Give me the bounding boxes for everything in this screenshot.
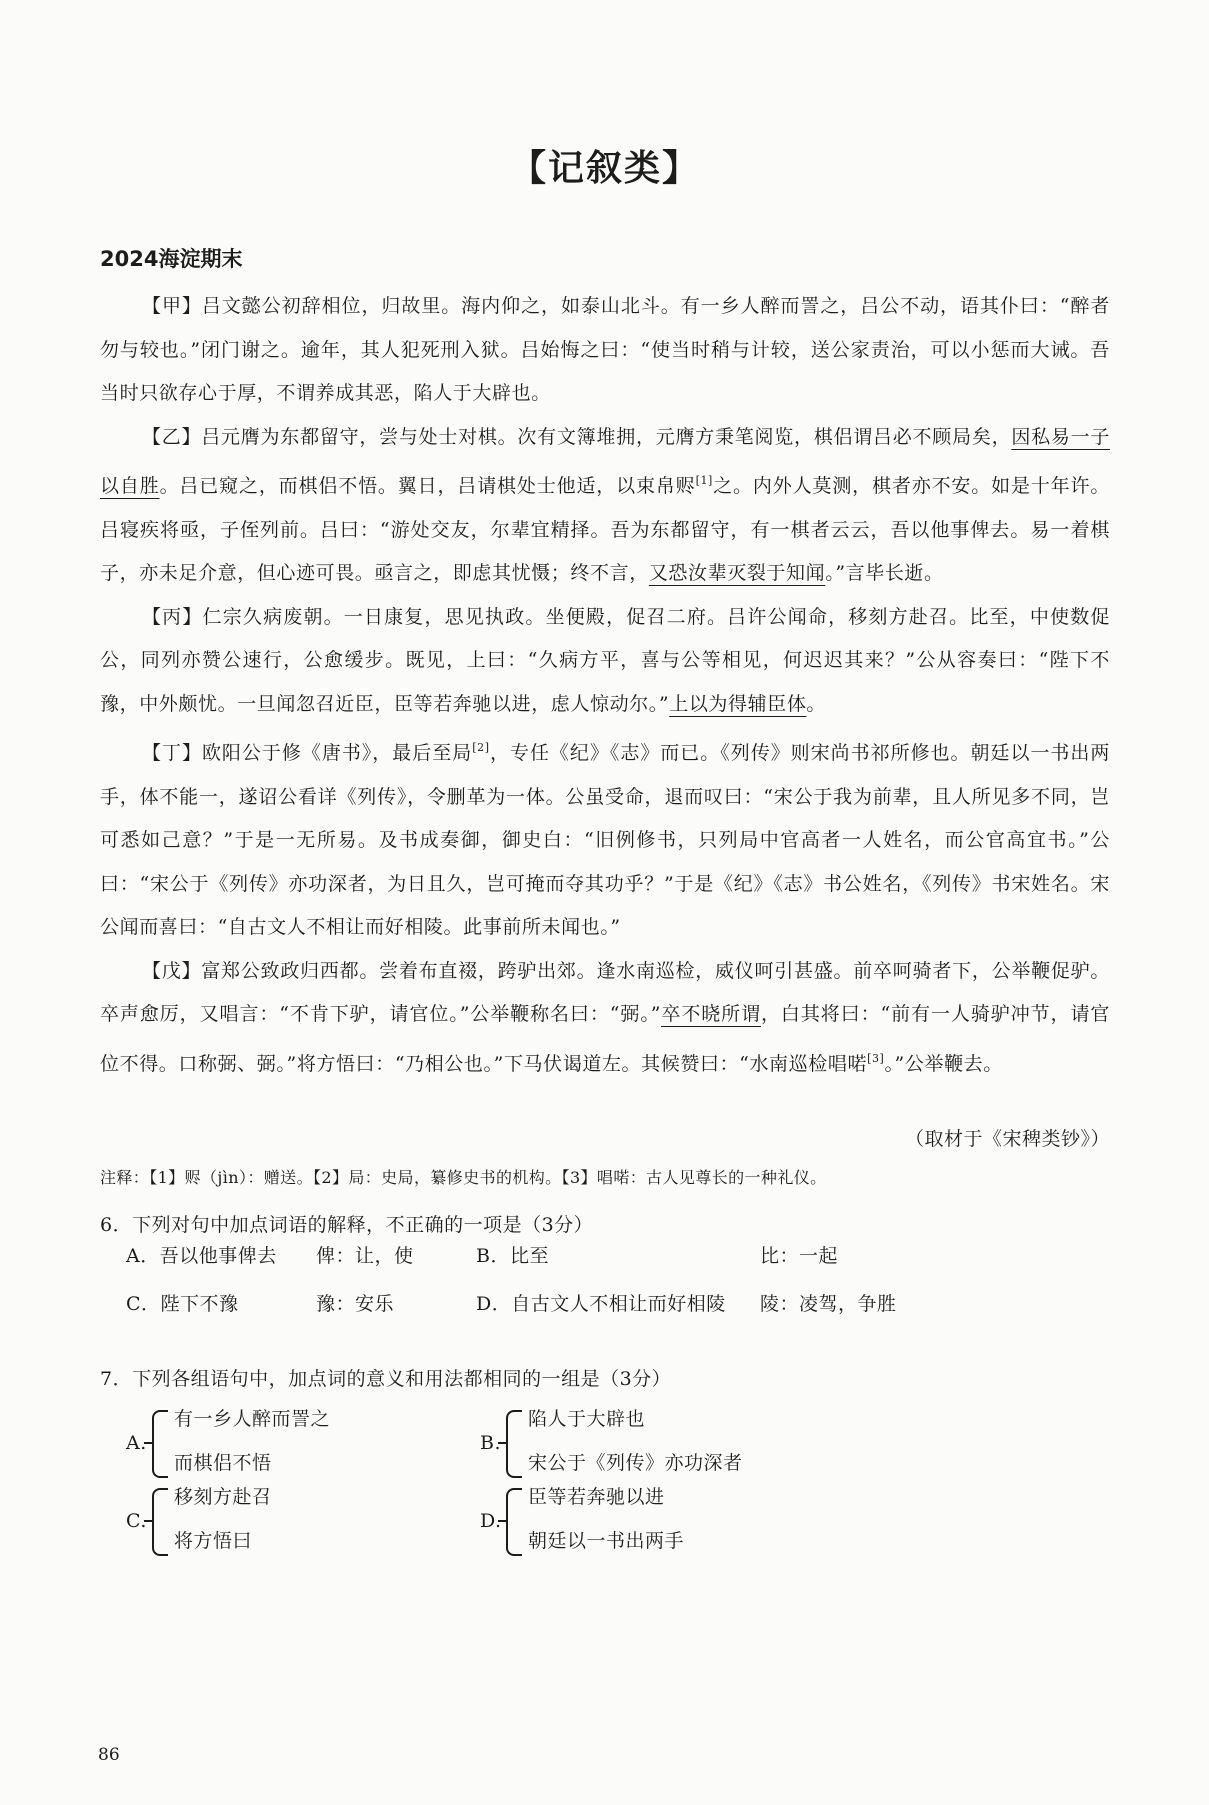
passage-text: 仁宗久病废朝。一日康复，思见执政。坐便殿，促召二府。吕许公闻命，移刻方赴召。比至，中使数促公，同列亦赞公速行，公愈缓步。既见，上曰：“久病方平，喜与公等相见，何迟迟其来？”公从容奏曰：“陛下不豫，中外颇忧。一旦闻忽召近臣，臣等若奔驰以进，虑人惊动尔。” xyxy=(100,605,1110,715)
option-line: 而棋侣不悟 xyxy=(174,1452,272,1474)
passage-text: 欧阳公于修《唐书》，最后至局 xyxy=(201,742,473,764)
question-stem: 7．下列各组语句中，加点词的意义和用法都相同的一组是（3分） xyxy=(100,1368,672,1390)
passage-label: 【丁】 xyxy=(142,742,202,764)
option-row xyxy=(100,1289,1110,1333)
brace xyxy=(152,1488,168,1556)
footnote-marker: [2] xyxy=(472,741,490,754)
option-letter: D. xyxy=(480,1510,502,1532)
option-line: 宋公于《列传》亦功深者 xyxy=(528,1452,743,1474)
brace xyxy=(506,1410,522,1478)
passage-label: 【乙】 xyxy=(142,425,202,448)
option-row xyxy=(100,1241,1110,1285)
option-d-pair xyxy=(480,1482,910,1566)
question-7 xyxy=(100,1364,1110,1552)
passage-label: 【丙】 xyxy=(142,605,203,628)
passage-text: ，白其将曰：“前有一人骑驴冲节，请官位不得。口称弼、弼。”将方悟曰：“乃相公也。”下马伏谒道左。其候赞曰：“水南巡检唱喏 xyxy=(100,1003,1110,1075)
source-label: 2024海淀期末 xyxy=(100,247,243,271)
question-6 xyxy=(100,1210,1110,1333)
option-line: 陷人于大辟也 xyxy=(528,1408,646,1430)
underlined-sentence: 卒不晓所谓 xyxy=(661,1003,762,1025)
passage-text: 富郑公致政归西都。尝着布直裰，跨驴出郊。逢水南巡检，威仪呵引甚盛。前卒呵骑者下，公举鞭促驴。卒声愈厉，又唱言：“不肯下驴，请官位。”公举鞭称名曰：“弼。” xyxy=(100,959,1110,1025)
annotation: 注释：【1】赆（jìn）：赠送。【2】局：史局，纂修史书的机构。【3】唱喏：古人见尊长的一种礼仪。 xyxy=(100,1168,827,1187)
question-stem: 6．下列对句中加点词语的解释，不正确的一项是（3分） xyxy=(100,1214,594,1236)
passage-yi xyxy=(100,416,1110,596)
passage-text: ，专任《纪》《志》而已。《列传》则宋尚书祁所修也。朝廷以一书出两手，体不能一，遂诏公看详《列传》，令删革为一体。公虽受命，退而叹曰：“宋公于我为前辈，且人所见多不同，岂可悉如己意？”于是一无所易。及书成奏御，御史白：“旧例修书，只列局中官高者一人姓名，而公官高宜书。”公曰：“宋公于《列传》亦功深者，为日且久，岂可掩而夺其功乎？”于是《纪》《志》书公姓名，《列传》书宋姓名。宋公闻而喜曰：“自古文人不相让而好相陵。此事前所未闻也。” xyxy=(100,742,1110,938)
page-number: 86 xyxy=(98,1745,120,1765)
underlined-sentence: 又恐汝辈灭裂于知闻 xyxy=(648,562,826,584)
passage-bing xyxy=(100,596,1110,727)
section-title: 【记叙类】 xyxy=(509,148,700,189)
option-line: 臣等若奔驰以进 xyxy=(528,1486,665,1508)
option-line: 将方悟曰 xyxy=(174,1530,253,1552)
option-c-gloss: 豫：安乐 xyxy=(316,1293,395,1315)
underlined-sentence: 因私易一子以自胜 xyxy=(100,425,1110,497)
option-a-gloss: 俾：让，使 xyxy=(316,1245,414,1267)
footnote-marker: [3] xyxy=(867,1051,885,1065)
passage-text: 。”公举鞭去。 xyxy=(884,1052,1003,1075)
option-d-sentence: D．自古文人不相让而好相陵 xyxy=(476,1293,726,1315)
passage-text: 。 xyxy=(806,692,827,715)
option-b-gloss: 比：一起 xyxy=(760,1245,839,1267)
option-letter: B. xyxy=(480,1432,502,1454)
option-line: 移刻方赴召 xyxy=(174,1486,272,1508)
option-b-sentence: B．比至 xyxy=(476,1245,549,1267)
passage-text: 之。内外人莫测，棋者亦不安。如是十年许。吕寝疾将亟，子侄列前。吕曰：“游处交友，尔辈宜精择。吾为东都留守，有一棋者云云，吾以他事俾去。易一着棋子，亦未足介意，但心迹可畏。亟言之，即虑其忧慑；终不言， xyxy=(100,475,1110,584)
option-a-sentence: A．吾以他事俾去 xyxy=(126,1245,277,1267)
option-b-pair xyxy=(480,1404,910,1488)
passage-text: 吕文懿公初辞相位，归故里。海内仰之，如泰山北斗。有一乡人醉而詈之，吕公不动，语其仆曰：“醉者勿与较也。”闭门谢之。逾年，其人犯死刑入狱。吕始悔之曰：“使当时稍与计较，送公家责治，可以小惩而大诫。吾当时只欲存心于厚，不谓养成其恶，陷人于大辟也。 xyxy=(100,295,1110,404)
passage-wu xyxy=(100,950,1110,1087)
option-line: 朝廷以一书出两手 xyxy=(528,1530,685,1552)
passage-text: 。”言毕长逝。 xyxy=(825,562,944,584)
brace xyxy=(152,1410,168,1478)
passage-text: 吕元膺为东都留守，尝与处士对棋。次有文簿堆拥，元膺方秉笔阅览，棋侣谓吕必不顾局矣， xyxy=(201,425,1012,448)
passage-jia xyxy=(100,285,1110,416)
passage-label: 【戊】 xyxy=(142,959,202,982)
underlined-sentence: 上以为得辅臣体 xyxy=(669,692,807,715)
passage-label: 【甲】 xyxy=(142,295,202,317)
option-letter: C. xyxy=(126,1510,147,1532)
source-credit: （取材于《宋稗类钞》） xyxy=(904,1128,1110,1150)
option-letter: A. xyxy=(126,1432,147,1454)
option-line: 有一乡人醉而詈之 xyxy=(174,1408,331,1430)
footnote-marker: [1] xyxy=(695,474,713,487)
brace xyxy=(506,1488,522,1556)
passage-text: 。吕已窥之，而棋侣不悟。翼日，吕请棋处士他适，以束帛赆 xyxy=(159,475,696,497)
passage-ding xyxy=(100,726,1110,950)
passages xyxy=(100,285,1110,1086)
option-c-sentence: C．陛下不豫 xyxy=(126,1293,239,1315)
option-d-gloss: 陵：凌驾，争胜 xyxy=(760,1293,897,1315)
